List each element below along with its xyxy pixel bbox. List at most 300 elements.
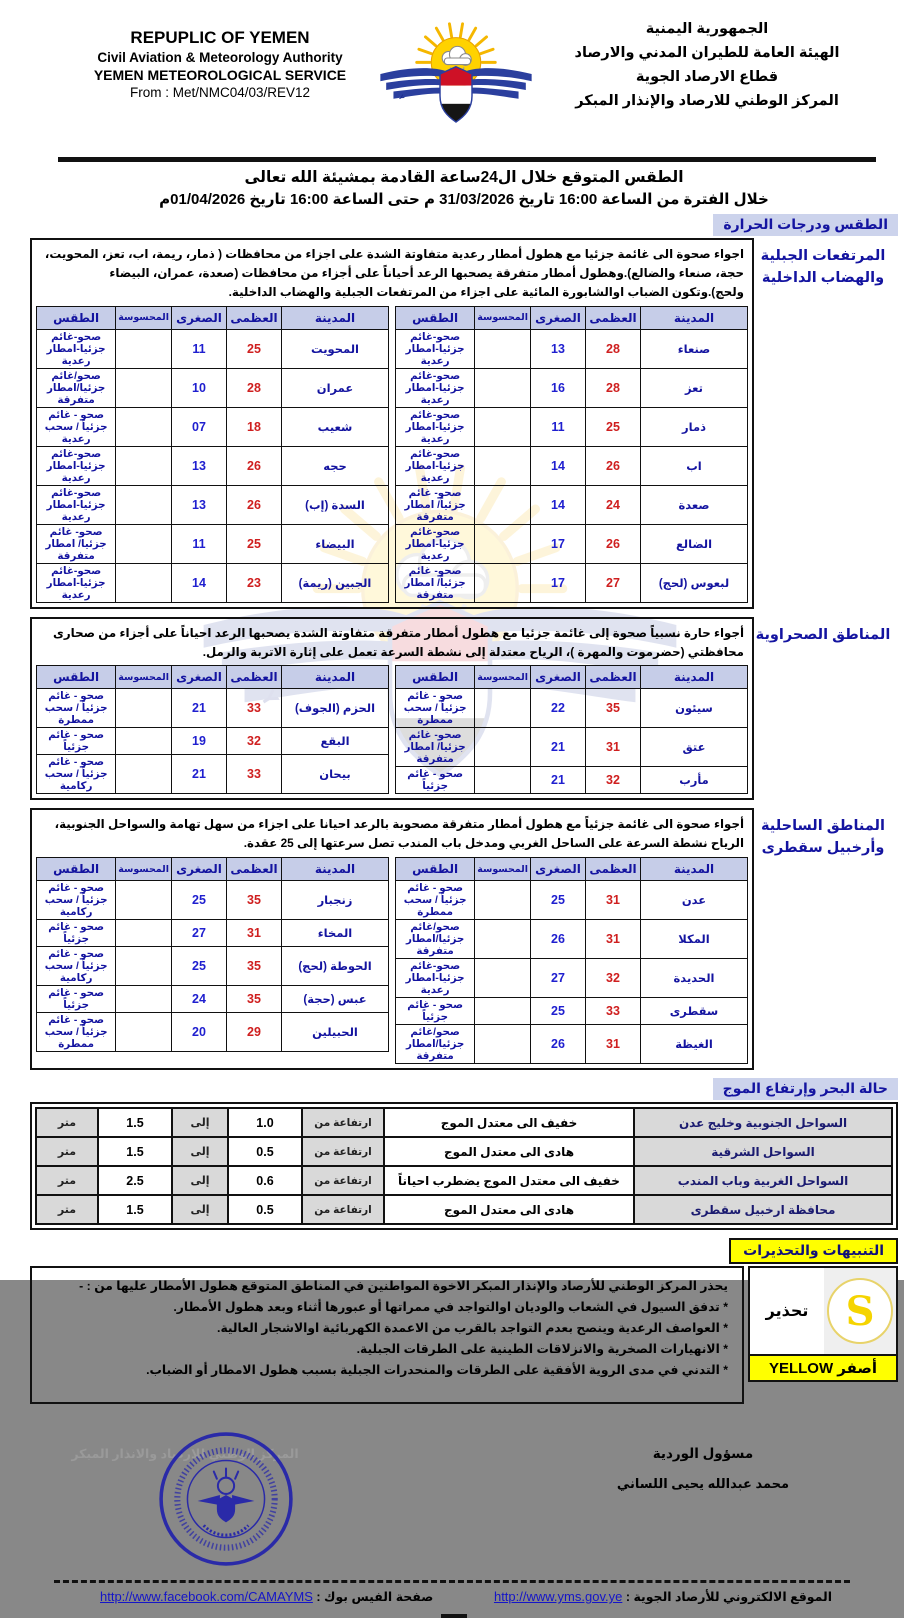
table-header-row <box>396 306 748 329</box>
col-header-max: العظمى <box>227 858 282 881</box>
city-cell: حجه <box>282 446 389 485</box>
table-row <box>396 728 748 767</box>
sea-state-cell: هادى الى معتدل الموج <box>384 1195 634 1224</box>
warning-item: * التدني في مدى الروية الأفقية على الطرقات والمنحدرات الجبلية بسبب هطول الامطار أو الضباب. <box>146 1362 728 1377</box>
table-row <box>396 1025 748 1064</box>
table-row <box>396 485 748 524</box>
table-row <box>396 998 748 1025</box>
weather-desc-cell: صحو/غائم جزئيا/امطار متفرقة <box>37 368 116 407</box>
stamp-background-text: المركز الوطني للارصاد والانذار المبكر <box>71 1447 299 1462</box>
col-header-max: العظمى <box>586 666 641 689</box>
warning-item: * العواصف الرعدية وينصح بعدم التواجد بالقرب من الاعمدة الكهربائية اوالاشجار العالية. <box>217 1320 728 1335</box>
city-cell: عدن <box>641 881 748 920</box>
warnings-text-box <box>30 1266 744 1404</box>
stamp-area <box>40 1418 370 1578</box>
felt-temp-cell <box>475 689 531 728</box>
col-header-felt: المحسوسة <box>116 666 172 689</box>
max-temp-cell: 28 <box>586 368 641 407</box>
weather-desc-cell: صحو - غائم جزئياً / سحب ممطرة <box>37 689 116 728</box>
col-header-weather: الطقس <box>37 858 116 881</box>
felt-temp-cell <box>475 563 531 602</box>
max-temp-cell: 25 <box>586 407 641 446</box>
height-to-value: 1.5 <box>98 1195 172 1224</box>
weather-desc-cell: صحو - غائم جزئياً <box>396 767 475 794</box>
city-cell: سقطرى <box>641 998 748 1025</box>
table-row <box>396 407 748 446</box>
section-label-weather-temps: الطقس ودرجات الحرارة <box>713 214 898 236</box>
felt-temp-cell <box>116 986 172 1013</box>
city-cell: لبعوس (لحج) <box>641 563 748 602</box>
table-row <box>396 368 748 407</box>
section-label-sea-state: حالة البحر وإرتفاع الموج <box>713 1078 898 1100</box>
felt-temp-cell <box>116 485 172 524</box>
highlands-table-left <box>36 306 389 603</box>
felt-temp-cell <box>475 407 531 446</box>
weather-desc-cell: صحو - غائم جزئياً <box>396 998 475 1025</box>
felt-temp-cell <box>475 728 531 767</box>
sea-state-cell: خفيف الى معتدل الموج يضطرب احياناً <box>384 1166 634 1195</box>
max-temp-cell: 33 <box>227 755 282 794</box>
max-temp-cell: 23 <box>227 563 282 602</box>
min-temp-cell: 25 <box>531 881 586 920</box>
max-temp-cell: 18 <box>227 407 282 446</box>
table-row <box>37 563 389 602</box>
max-temp-cell: 35 <box>227 986 282 1013</box>
header-divider <box>58 157 876 162</box>
weather-desc-cell: صحو/غائم جزئيا/امطار متفرقة <box>396 920 475 959</box>
col-header-max: العظمى <box>227 306 282 329</box>
coastal-forecast-text: أجواء صحوة الى غائمة جزئياً مع هطول أمطار متفرقة مصحوبة بالرعد احيانا على اجزاء من سهل تهامة والسواحل الجنوبية، الرياح نشطة السرعة على الساحل الغربي ومدخل باب المندب تصل سرعتها إلى 25 عقدة. <box>54 817 744 851</box>
table-row <box>37 986 389 1013</box>
max-temp-cell: 31 <box>586 920 641 959</box>
max-temp-cell: 24 <box>586 485 641 524</box>
max-temp-cell: 31 <box>227 920 282 947</box>
page-bottom-mark <box>441 1614 467 1618</box>
document-reference: From : Met/NMC04/03/REV12 <box>129 85 311 100</box>
sea-state-table <box>35 1107 893 1225</box>
city-cell: المخاء <box>282 920 389 947</box>
max-temp-cell: 29 <box>227 1013 282 1052</box>
city-cell: زنجبار <box>282 881 389 920</box>
height-to-label: إلى <box>172 1137 228 1166</box>
felt-temp-cell <box>475 881 531 920</box>
center-ar: المركز الوطني للارصاد والإنذار المبكر <box>575 92 839 109</box>
city-cell: الحبيلين <box>282 1013 389 1052</box>
side-label-highlands: المرتفعات الجبلية والهضاب الداخلية <box>760 248 886 286</box>
city-cell: مأرب <box>641 767 748 794</box>
warning-item: * الانهيارات الصخرية والانزلاقات الطينية على الطرقات الجبلية. <box>356 1341 728 1356</box>
table-row <box>396 563 748 602</box>
weather-desc-cell: صحو- غائم جزئياً/ امطار متفرقة <box>396 485 475 524</box>
sea-region-cell: السواحل الشرقية <box>634 1137 892 1166</box>
max-temp-cell: 33 <box>586 998 641 1025</box>
signature-block <box>538 1446 868 1492</box>
forecast-period: خلال الفترة من الساعة 16:00 تاريخ 31/03/2026 م حتى الساعة 16:00 تاريخ 01/04/2026م <box>159 191 769 208</box>
col-header-min: الصغرى <box>531 858 586 881</box>
min-temp-cell: 11 <box>531 407 586 446</box>
felt-temp-cell <box>116 407 172 446</box>
min-temp-cell: 27 <box>172 920 227 947</box>
weather-desc-cell: صحو/غائم جزئيا/امطار متفرقة <box>396 1025 475 1064</box>
felt-temp-cell <box>475 767 531 794</box>
weather-desc-cell: صحو- غائم جزئيا/ امطار متفرقة <box>37 524 116 563</box>
weather-desc-cell: صحو-غائم جزئيا-امطار رعدية <box>37 446 116 485</box>
felt-temp-cell <box>475 329 531 368</box>
table-row <box>396 881 748 920</box>
max-temp-cell: 32 <box>586 767 641 794</box>
city-cell: تعز <box>641 368 748 407</box>
city-cell: البيضاء <box>282 524 389 563</box>
height-from-label: ارتفاعة من <box>302 1195 384 1224</box>
height-unit-label: متر <box>36 1108 98 1137</box>
max-temp-cell: 28 <box>586 329 641 368</box>
weather-desc-cell: صحو-غائم جزئيا-امطار رعدية <box>396 368 475 407</box>
col-header-weather: الطقس <box>396 306 475 329</box>
weather-desc-cell: صحو- غائم جزئياً/ امطار متفرقة <box>396 563 475 602</box>
felt-temp-cell <box>475 920 531 959</box>
felt-temp-cell <box>475 959 531 998</box>
city-cell: الضالع <box>641 524 748 563</box>
col-header-min: الصغرى <box>172 666 227 689</box>
col-header-city: المدينة <box>282 666 389 689</box>
min-temp-cell: 24 <box>172 986 227 1013</box>
col-header-city: المدينة <box>641 666 748 689</box>
footer-divider <box>54 1580 850 1583</box>
height-from-value: 0.5 <box>228 1195 302 1224</box>
weather-desc-cell: صحو - غائم جزئياً / سحب ممطرة <box>37 1013 116 1052</box>
city-cell: المكلا <box>641 920 748 959</box>
weather-desc-cell: صحو-غائم جزئيا-امطار رعدية <box>396 959 475 998</box>
website-link-group <box>494 1589 832 1604</box>
table-row <box>36 1108 892 1137</box>
table-row <box>37 947 389 986</box>
weather-desc-cell: صحو-غائم جزئيا-امطار رعدية <box>396 329 475 368</box>
col-header-min: الصغرى <box>531 666 586 689</box>
table-row <box>37 920 389 947</box>
col-header-min: الصغرى <box>172 306 227 329</box>
table-row <box>36 1166 892 1195</box>
authority-ar: الهيئة العامة للطيران المدني والارصاد <box>574 44 840 61</box>
desert-table-left <box>36 665 389 794</box>
weather-desc-cell: صحو - غائم جزئياً / سحب ركامية <box>37 881 116 920</box>
city-cell: عتق <box>641 728 748 767</box>
height-to-value: 1.5 <box>98 1108 172 1137</box>
table-row <box>36 1137 892 1166</box>
city-cell: صعدة <box>641 485 748 524</box>
min-temp-cell: 13 <box>172 446 227 485</box>
min-temp-cell: 27 <box>531 959 586 998</box>
forecast-title: الطقس المتوقع خلال ال24ساعة القادمة بمشيئة الله تعالى <box>244 169 684 186</box>
felt-temp-cell <box>475 485 531 524</box>
city-cell: عبس (حجة) <box>282 986 389 1013</box>
col-header-city: المدينة <box>641 858 748 881</box>
felt-temp-cell <box>116 728 172 755</box>
col-header-felt: المحسوسة <box>475 858 531 881</box>
min-temp-cell: 20 <box>172 1013 227 1052</box>
yellow-s-warning-icon: S <box>827 1278 893 1344</box>
sea-region-cell: السواحل الغربية وباب المندب <box>634 1166 892 1195</box>
min-temp-cell: 21 <box>531 767 586 794</box>
height-from-label: ارتفاعة من <box>302 1137 384 1166</box>
sea-region-cell: السواحل الجنوبية وخليج عدن <box>634 1108 892 1137</box>
table-row <box>37 446 389 485</box>
table-row <box>396 524 748 563</box>
felt-temp-cell <box>116 563 172 602</box>
felt-temp-cell <box>116 1013 172 1052</box>
weather-desc-cell: صحو - غائم جزئياً / سحب ركامية <box>37 755 116 794</box>
felt-temp-cell <box>116 524 172 563</box>
sea-state-box <box>30 1102 898 1230</box>
city-cell: بيحان <box>282 755 389 794</box>
min-temp-cell: 13 <box>172 485 227 524</box>
height-from-label: ارتفاعة من <box>302 1166 384 1195</box>
height-to-label: إلى <box>172 1108 228 1137</box>
city-cell: الحديدة <box>641 959 748 998</box>
max-temp-cell: 27 <box>586 563 641 602</box>
city-cell: الحوطة (لحج) <box>282 947 389 986</box>
city-cell: الجبين (ريمة) <box>282 563 389 602</box>
table-row <box>396 959 748 998</box>
height-unit-label: متر <box>36 1137 98 1166</box>
min-temp-cell: 10 <box>172 368 227 407</box>
min-temp-cell: 21 <box>172 689 227 728</box>
col-header-felt: المحسوسة <box>475 306 531 329</box>
website-link[interactable]: http://www.yms.gov.ye <box>493 1589 623 1605</box>
facebook-link-group <box>100 1589 433 1604</box>
section-label-warnings: التنبيهات والتحذيرات <box>729 1238 898 1264</box>
authority-name-arabic <box>542 18 872 114</box>
warning-word: تحذير <box>765 1303 809 1321</box>
city-cell: صنعاء <box>641 329 748 368</box>
side-label-coastal: المناطق الساحلية وأرخبيل سقطرى <box>761 818 885 857</box>
weather-desc-cell: صحو-غائم جزئيا-امطار رعدية <box>37 563 116 602</box>
col-header-min: الصغرى <box>172 858 227 881</box>
table-row <box>396 329 748 368</box>
min-temp-cell: 21 <box>172 755 227 794</box>
max-temp-cell: 26 <box>586 446 641 485</box>
col-header-max: العظمى <box>227 666 282 689</box>
min-temp-cell: 25 <box>531 998 586 1025</box>
city-cell: عمران <box>282 368 389 407</box>
table-header-row <box>37 666 389 689</box>
sector-ar: قطاع الارصاد الجوية <box>635 68 779 85</box>
highlands-table-right <box>395 306 748 603</box>
min-temp-cell: 07 <box>172 407 227 446</box>
felt-temp-cell <box>116 947 172 986</box>
felt-temp-cell <box>116 446 172 485</box>
city-cell: شعيب <box>282 407 389 446</box>
table-row <box>396 767 748 794</box>
city-cell: الحزم (الجوف) <box>282 689 389 728</box>
felt-temp-cell <box>475 524 531 563</box>
official-stamp-seal <box>155 1428 297 1570</box>
weather-desc-cell: صحو-غائم جزئيا-امطار رعدية <box>37 329 116 368</box>
col-header-min: الصغرى <box>531 306 586 329</box>
height-from-value: 0.6 <box>228 1166 302 1195</box>
max-temp-cell: 32 <box>586 959 641 998</box>
max-temp-cell: 28 <box>227 368 282 407</box>
table-row <box>396 446 748 485</box>
col-header-city: المدينة <box>641 306 748 329</box>
max-temp-cell: 25 <box>227 524 282 563</box>
max-temp-cell: 32 <box>227 728 282 755</box>
weather-desc-cell: صحو- غائم جزئيا/ امطار متفرقة <box>396 728 475 767</box>
table-row <box>37 329 389 368</box>
city-cell: سيئون <box>641 689 748 728</box>
table-row <box>37 728 389 755</box>
table-row <box>37 881 389 920</box>
felt-temp-cell <box>475 446 531 485</box>
max-temp-cell: 35 <box>586 689 641 728</box>
table-row <box>37 407 389 446</box>
facebook-link[interactable]: http://www.facebook.com/CAMAYMS <box>100 1589 313 1605</box>
min-temp-cell: 19 <box>172 728 227 755</box>
weather-desc-cell: صحو - غائم جزئياً / سحب رعدية <box>37 407 116 446</box>
max-temp-cell: 31 <box>586 881 641 920</box>
sea-state-cell: خفيف الى معتدل الموج <box>384 1108 634 1137</box>
min-temp-cell: 11 <box>172 524 227 563</box>
max-temp-cell: 26 <box>586 524 641 563</box>
service-en: YEMEN METEOROLOGICAL SERVICE <box>93 67 347 83</box>
min-temp-cell: 13 <box>531 329 586 368</box>
height-to-label: إلى <box>172 1166 228 1195</box>
felt-temp-cell <box>116 689 172 728</box>
table-row <box>396 920 748 959</box>
side-label-desert: المناطق الصحراوية <box>755 626 891 643</box>
table-header-row <box>37 858 389 881</box>
table-row <box>37 689 389 728</box>
table-row <box>37 1013 389 1052</box>
city-cell: ذمار <box>641 407 748 446</box>
felt-temp-cell <box>116 368 172 407</box>
table-row <box>396 689 748 728</box>
table-header-row <box>396 666 748 689</box>
table-header-row <box>396 858 748 881</box>
min-temp-cell: 14 <box>172 563 227 602</box>
weather-desc-cell: صحو - غائم جزئياً / سحب ركامية <box>37 947 116 986</box>
city-cell: السدة (إب) <box>282 485 389 524</box>
table-row <box>37 755 389 794</box>
height-to-value: 1.5 <box>98 1137 172 1166</box>
city-cell: اب <box>641 446 748 485</box>
warnings-list <box>46 1297 728 1381</box>
weather-desc-cell: صحو-غائم جزئيا-امطار رعدية <box>396 407 475 446</box>
facebook-label: صفحة الفيس بوك : <box>316 1590 434 1605</box>
country-name-ar: الجمهورية اليمنية <box>645 21 769 37</box>
weather-desc-cell: صحو-غائم جزئيا-امطار رعدية <box>396 446 475 485</box>
table-header-row <box>37 306 389 329</box>
max-temp-cell: 31 <box>586 1025 641 1064</box>
warning-item: * تدفق السيول في الشعاب والوديان اوالتواجد في ممراتها أو عبورها أثناء وبعد هطول الأمطار. <box>173 1300 728 1315</box>
height-unit-label: متر <box>36 1166 98 1195</box>
col-header-felt: المحسوسة <box>475 666 531 689</box>
felt-temp-cell <box>116 920 172 947</box>
height-unit-label: متر <box>36 1195 98 1224</box>
col-header-max: العظمى <box>586 306 641 329</box>
min-temp-cell: 11 <box>172 329 227 368</box>
col-header-weather: الطقس <box>37 666 116 689</box>
warnings-intro: يحذر المركز الوطني للأرصاد والإنذار المبكر الاخوة المواطنين في المناطق المتوقع هطول الأمطار عليها من : - <box>79 1279 728 1294</box>
desert-forecast-text: أجواء حارة نسبياً صحوة إلى غائمة جزئيا مع هطول أمطار متفرقة متفاوتة الشدة يصحبها الرعد احياناً على أجزاء من صحارى محافظتي (حضرموت والمهرة )، الرياح معتدلة إلى نشطة السرعة تعمل على إثارة الاتربة والرمل. <box>53 625 744 659</box>
col-header-city: المدينة <box>282 306 389 329</box>
city-cell: الغيظة <box>641 1025 748 1064</box>
min-temp-cell: 22 <box>531 689 586 728</box>
weather-desc-cell: صحو - غائم جزئياً <box>37 728 116 755</box>
max-temp-cell: 35 <box>227 881 282 920</box>
highlands-forecast-text: اجواء صحوة الى غائمة جزئيا مع هطول أمطار رعدية متفاوتة الشدة على اجزاء من محافظات ( ذمار، ريمة، اب، تعز، المحويت، حجة، صنعاء والضالع).وهطول أمطار متفرقة يصحبها الرعد أحياناً على أجزاء من محافظات (صعدة، عمران، البيضاء ولحج).وتكون الضباب اوالشابورة المائية على اجزاء من المرتفعات الجبلية والهضاب الداخلية. <box>44 247 744 299</box>
section-coastal <box>30 808 898 1070</box>
max-temp-cell: 33 <box>227 689 282 728</box>
felt-temp-cell <box>116 329 172 368</box>
max-temp-cell: 31 <box>586 728 641 767</box>
max-temp-cell: 26 <box>227 485 282 524</box>
section-highlands <box>30 238 898 609</box>
weather-desc-cell: صحو-غائم جزئيا-امطار رعدية <box>396 524 475 563</box>
col-header-max: العظمى <box>586 858 641 881</box>
sea-state-cell: هادى الى معتدل الموج <box>384 1137 634 1166</box>
city-cell: المحويت <box>282 329 389 368</box>
col-header-weather: الطقس <box>396 666 475 689</box>
col-header-city: المدينة <box>282 858 389 881</box>
col-header-felt: المحسوسة <box>116 306 172 329</box>
coastal-table-right <box>395 857 748 1064</box>
min-temp-cell: 26 <box>531 1025 586 1064</box>
weather-desc-cell: صحو - غائم جزئياً <box>37 920 116 947</box>
weather-desc-cell: صحو - غائم جزئياً <box>37 986 116 1013</box>
table-row <box>36 1195 892 1224</box>
shift-officer-name: محمد عبدالله يحيى اللساني <box>616 1476 790 1492</box>
section-desert <box>30 617 898 801</box>
coastal-table-left <box>36 857 389 1052</box>
min-temp-cell: 14 <box>531 446 586 485</box>
max-temp-cell: 26 <box>227 446 282 485</box>
table-row <box>37 524 389 563</box>
height-from-label: ارتفاعة من <box>302 1108 384 1137</box>
height-to-label: إلى <box>172 1195 228 1224</box>
felt-temp-cell <box>475 368 531 407</box>
letterhead <box>30 14 898 149</box>
min-temp-cell: 17 <box>531 524 586 563</box>
country-name-en: REPUPLIC OF YEMEN <box>130 28 310 47</box>
warning-level-badge <box>748 1266 898 1382</box>
weather-desc-cell: صحو-غائم جزئيا-امطار رعدية <box>37 485 116 524</box>
min-temp-cell: 25 <box>172 947 227 986</box>
sea-region-cell: محافظة ارخبيل سقطرى <box>634 1195 892 1224</box>
min-temp-cell: 26 <box>531 920 586 959</box>
felt-temp-cell <box>116 881 172 920</box>
height-from-value: 0.5 <box>228 1137 302 1166</box>
website-label: الموقع الالكتروني للأرصاد الجوية : <box>625 1590 832 1605</box>
section-warnings <box>30 1266 898 1404</box>
weather-desc-cell: صحو - غائم جزئياً / سحب ممطرة <box>396 881 475 920</box>
min-temp-cell: 17 <box>531 563 586 602</box>
authority-en: Civil Aviation & Meteorology Authority <box>97 50 343 65</box>
city-cell: البقع <box>282 728 389 755</box>
min-temp-cell: 25 <box>172 881 227 920</box>
col-header-felt: المحسوسة <box>116 858 172 881</box>
weather-desc-cell: صحو - غائم جزئياً / سحب ممطرة <box>396 689 475 728</box>
shift-officer-title: مسؤول الوردية <box>652 1446 754 1462</box>
desert-table-right <box>395 665 748 794</box>
felt-temp-cell <box>475 998 531 1025</box>
authority-logo <box>376 20 536 144</box>
col-header-weather: الطقس <box>37 306 116 329</box>
max-temp-cell: 35 <box>227 947 282 986</box>
felt-temp-cell <box>475 1025 531 1064</box>
footer <box>30 1418 898 1618</box>
min-temp-cell: 16 <box>531 368 586 407</box>
height-to-value: 2.5 <box>98 1166 172 1195</box>
